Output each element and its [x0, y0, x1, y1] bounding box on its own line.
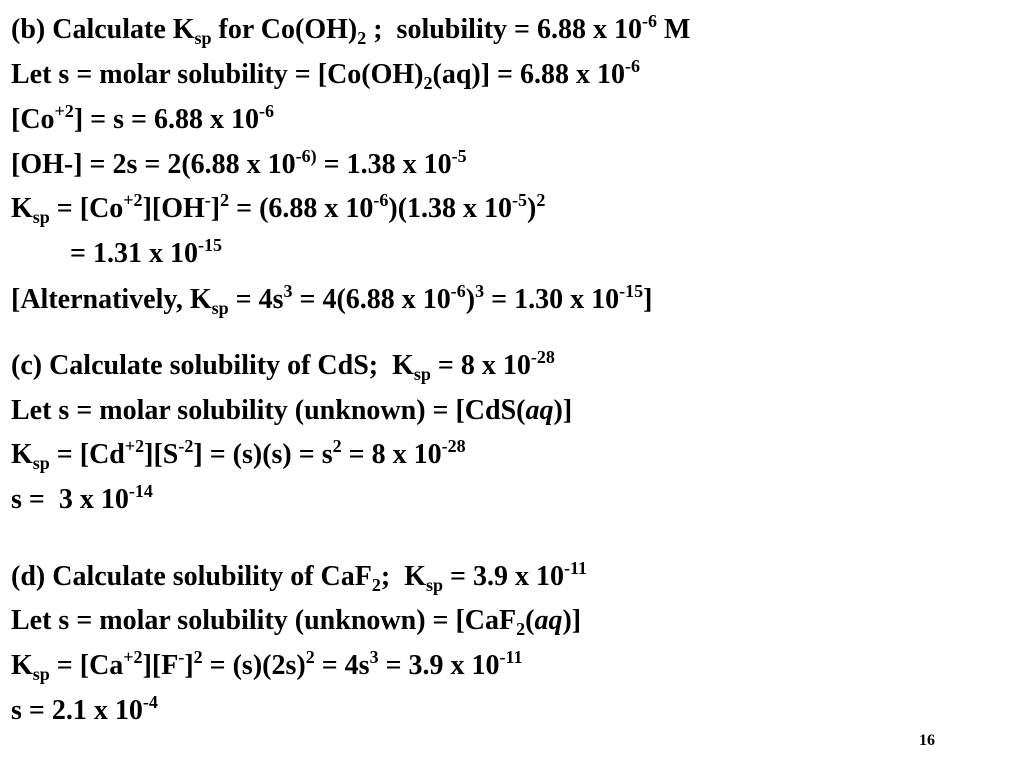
text-run: ] — [643, 284, 653, 315]
subscript: 2 — [423, 73, 433, 93]
superscript: +2 — [123, 647, 143, 667]
text-run: ][OH — [142, 193, 205, 224]
subscript: sp — [413, 364, 431, 384]
text-run: = 4(6.88 x 10 — [292, 284, 451, 315]
subscript: 2 — [371, 575, 381, 595]
text-run: K — [11, 650, 33, 681]
italic-run: aq — [534, 605, 563, 636]
text-run: ; K — [380, 561, 426, 592]
problem-d-heading — [11, 558, 587, 595]
subscript: sp — [32, 664, 50, 684]
text-run: s = 2.1 x 10 — [11, 695, 143, 726]
text-run: ] = (s)(s) = s — [193, 439, 333, 470]
text-run: )] — [562, 605, 582, 636]
superscript: 2 — [536, 190, 546, 210]
subscript: 2 — [516, 619, 526, 639]
text-run: ] = s = 6.88 x 10 — [73, 104, 259, 135]
italic-run: aq — [525, 395, 554, 426]
subscript: sp — [211, 298, 229, 318]
superscript: -11 — [563, 558, 587, 578]
superscript: 2 — [220, 190, 230, 210]
superscript: 2 — [305, 647, 315, 667]
text-run: = 8 x 10 — [430, 350, 531, 381]
superscript: -6 — [625, 56, 640, 76]
text-run: ] — [210, 193, 221, 224]
text-run: (aq)] = 6.88 x 10 — [432, 59, 625, 90]
problem-d-line — [11, 605, 581, 637]
superscript: +2 — [124, 436, 145, 456]
text-run: M — [657, 14, 691, 45]
superscript: -28 — [530, 347, 555, 367]
superscript: 3 — [283, 281, 293, 301]
text-run: ][S — [144, 439, 179, 470]
superscript: -14 — [128, 481, 153, 501]
superscript: -6 — [373, 190, 389, 210]
subscript: 2 — [357, 28, 367, 48]
text-run: K — [11, 193, 33, 224]
subscript: sp — [194, 28, 212, 48]
problem-c-line — [11, 395, 572, 427]
superscript: -6 — [258, 101, 274, 121]
text-run: )(1.38 x 10 — [388, 193, 513, 224]
problem-b-result — [70, 235, 222, 270]
superscript: 3 — [369, 647, 379, 667]
text-run: ; solubility = 6.88 x 10 — [366, 14, 642, 45]
superscript: +2 — [123, 190, 143, 210]
text-run: = 8 x 10 — [341, 439, 442, 470]
superscript: -5 — [451, 146, 467, 166]
superscript: -6 — [450, 281, 466, 301]
page-number: 16 — [919, 732, 935, 749]
problem-b-alternative — [11, 281, 653, 318]
text-run: [Co — [11, 104, 55, 135]
text-run: ][F — [142, 650, 179, 681]
text-run: = [Co — [49, 193, 124, 224]
text-run: (d) Calculate solubility of CaF — [11, 561, 372, 592]
problem-c-heading — [11, 347, 555, 384]
superscript: 2 — [332, 436, 342, 456]
problem-c-result — [11, 481, 153, 516]
problem-d-line — [11, 647, 523, 684]
problem-b-line — [11, 190, 546, 227]
superscript: -4 — [142, 692, 158, 712]
problem-b-line — [11, 56, 640, 93]
text-run: = 1.31 x 10 — [70, 238, 198, 269]
text-run: [Alternatively, K — [11, 284, 212, 315]
text-run: = [Ca — [49, 650, 124, 681]
text-run: [OH-] = 2s = 2(6.88 x 10 — [11, 149, 296, 180]
text-run: = (6.88 x 10 — [229, 193, 374, 224]
text-run: Let s = molar solubility (unknown) = [CaF — [11, 605, 517, 636]
text-run: ] — [184, 650, 194, 681]
superscript: - — [204, 190, 211, 210]
text-run: = 1.30 x 10 — [484, 284, 620, 315]
superscript: -11 — [499, 647, 523, 667]
superscript: +2 — [54, 101, 74, 121]
text-run: ) — [527, 193, 537, 224]
superscript: -15 — [197, 235, 222, 255]
text-run: = (s)(2s) — [202, 650, 306, 681]
subscript: sp — [32, 453, 50, 473]
text-run: (c) Calculate solubility of CdS; K — [11, 350, 414, 381]
subscript: sp — [426, 575, 444, 595]
superscript: -2 — [178, 436, 194, 456]
text-run: = 4s — [228, 284, 284, 315]
superscript: -5 — [512, 190, 528, 210]
text-run: = 3.9 x 10 — [378, 650, 500, 681]
text-run: (b) Calculate K — [11, 14, 195, 45]
text-run: K — [11, 439, 33, 470]
text-run: Let s = molar solubility = [Co(OH) — [11, 59, 424, 90]
text-run: = [Cd — [49, 439, 125, 470]
superscript: - — [178, 647, 185, 667]
text-run: = 3.9 x 10 — [443, 561, 564, 592]
superscript: -6 — [642, 11, 657, 31]
text-run: = 4s — [314, 650, 370, 681]
text-run: ( — [525, 605, 535, 636]
superscript: -6) — [295, 146, 317, 166]
problem-b-heading — [11, 11, 691, 48]
text-run: )] — [553, 395, 573, 426]
subscript: sp — [32, 207, 50, 227]
superscript: -28 — [441, 436, 466, 456]
superscript: -15 — [619, 281, 644, 301]
text-run: Let s = molar solubility (unknown) = [CdS( — [11, 395, 526, 426]
superscript: 2 — [193, 647, 203, 667]
text-run: for Co(OH) — [211, 14, 358, 45]
superscript: 3 — [475, 281, 485, 301]
problem-d-result — [11, 692, 158, 727]
problem-c-line — [11, 436, 466, 473]
problem-b-line — [11, 101, 274, 136]
text-run: ) — [465, 284, 476, 315]
text-run: s = 3 x 10 — [11, 484, 129, 515]
problem-b-line — [11, 146, 467, 181]
text-run: = 1.38 x 10 — [316, 149, 452, 180]
